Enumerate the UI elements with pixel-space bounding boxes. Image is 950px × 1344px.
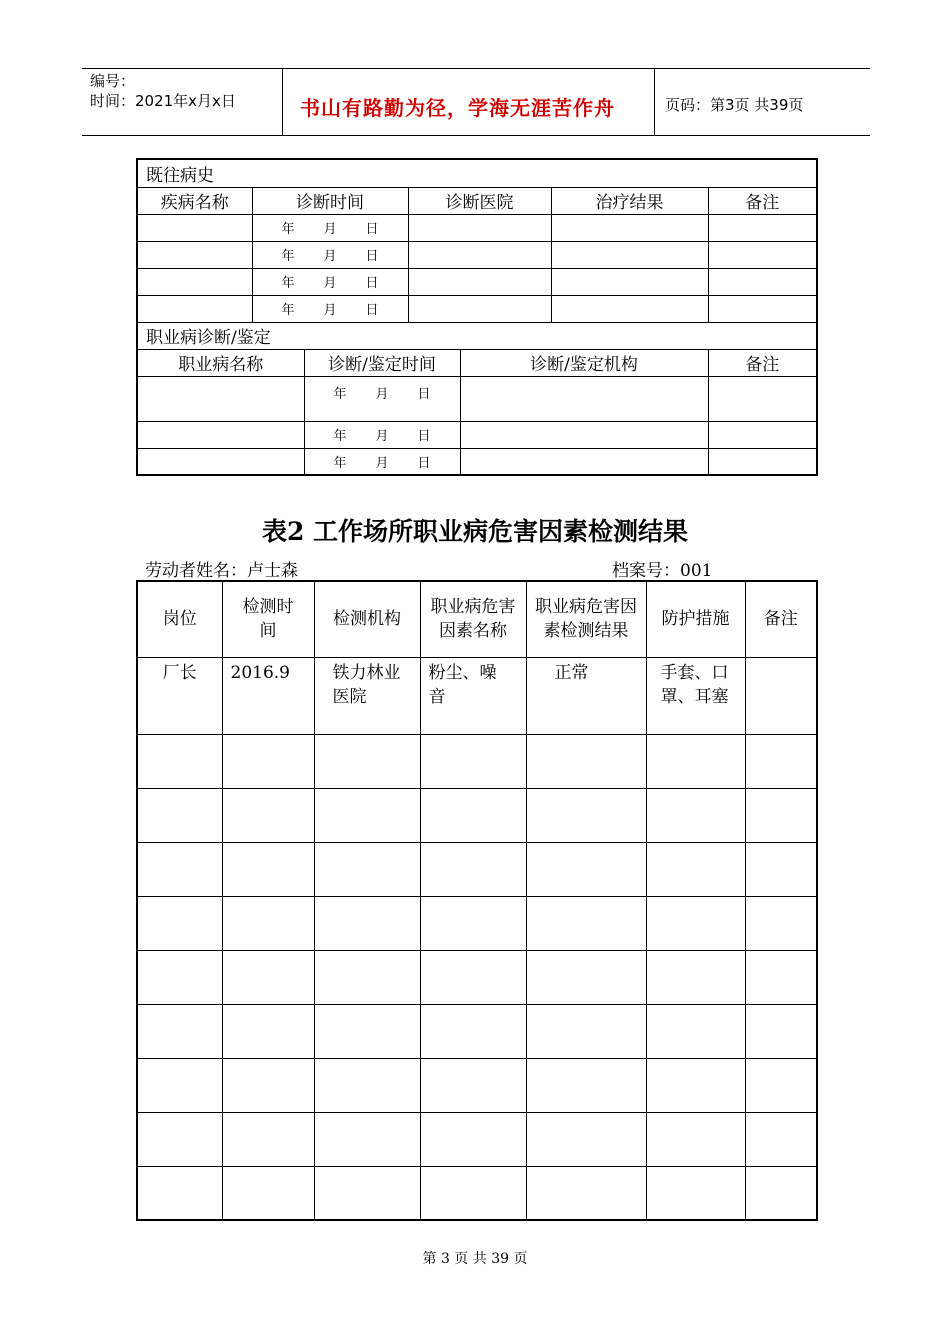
file-number: 档案号：001 <box>612 561 713 581</box>
col-header: 备注 <box>708 187 817 214</box>
doc-time-label: 时间：2021年x月x日 <box>90 92 236 110</box>
table-cell <box>460 448 708 475</box>
table-cell <box>420 1166 526 1220</box>
table-cell <box>646 1112 745 1166</box>
table-cell <box>314 734 420 788</box>
table-cell <box>646 950 745 1004</box>
col-header: 检测时间 <box>222 581 314 657</box>
table-cell <box>745 734 817 788</box>
table-cell <box>137 214 252 241</box>
table-cell <box>708 214 817 241</box>
col-header: 诊断/鉴定机构 <box>460 349 708 376</box>
table-cell <box>646 734 745 788</box>
table-cell: 铁力林业医院 <box>314 657 420 734</box>
table-cell <box>314 788 420 842</box>
table-cell <box>551 214 708 241</box>
table-cell <box>222 734 314 788</box>
table-cell <box>646 1004 745 1058</box>
table-cell <box>314 1166 420 1220</box>
table-cell <box>137 1004 222 1058</box>
col-header: 检测机构 <box>314 581 420 657</box>
table-cell <box>551 295 708 322</box>
table-cell <box>745 1058 817 1112</box>
date-cell: 年 月 日 <box>252 268 408 295</box>
table-cell <box>526 734 646 788</box>
table-cell <box>222 1166 314 1220</box>
table-cell <box>646 896 745 950</box>
table-cell: 粉尘、噪音 <box>420 657 526 734</box>
table-cell <box>137 1112 222 1166</box>
header-page-info: 页码：第3页 共39页 <box>665 96 804 114</box>
monitoring-table <box>136 580 818 1221</box>
table-cell <box>526 1058 646 1112</box>
table-cell <box>526 950 646 1004</box>
worker-name: 劳动者姓名：卢士森 <box>145 561 298 581</box>
table-cell <box>137 268 252 295</box>
occupational-title: 职业病诊断/鉴定 <box>137 322 817 349</box>
table-cell <box>646 842 745 896</box>
page-footer: 第 3 页 共 39 页 <box>422 1251 528 1267</box>
table-cell <box>408 214 551 241</box>
table-cell <box>708 421 817 448</box>
col-header: 岗位 <box>137 581 222 657</box>
table-cell <box>420 896 526 950</box>
date-cell: 年 月 日 <box>304 421 460 448</box>
table-cell <box>420 1112 526 1166</box>
table-cell <box>646 1058 745 1112</box>
table-cell <box>551 268 708 295</box>
header-bottom-rule <box>82 135 870 136</box>
col-header: 诊断时间 <box>252 187 408 214</box>
table-cell <box>708 295 817 322</box>
table-cell <box>137 448 304 475</box>
table-cell <box>745 788 817 842</box>
header-divider <box>282 68 283 136</box>
table-cell <box>420 1058 526 1112</box>
table-cell <box>408 241 551 268</box>
col-header: 诊断/鉴定时间 <box>304 349 460 376</box>
table-cell <box>222 842 314 896</box>
table-cell: 厂长 <box>137 657 222 734</box>
table2-title: 表2 工作场所职业病危害因素检测结果 <box>261 517 689 546</box>
table-cell <box>526 1112 646 1166</box>
table-cell <box>420 1004 526 1058</box>
table-cell <box>137 421 304 448</box>
doc-code-label: 编号： <box>90 72 136 90</box>
table-cell <box>745 1112 817 1166</box>
table-cell <box>420 788 526 842</box>
history-table <box>136 158 818 476</box>
col-header: 防护措施 <box>646 581 745 657</box>
table-cell <box>222 788 314 842</box>
table-cell <box>137 788 222 842</box>
table-cell <box>137 376 304 421</box>
col-header: 诊断医院 <box>408 187 551 214</box>
table-cell <box>137 1058 222 1112</box>
table-cell <box>137 295 252 322</box>
table-cell <box>314 1112 420 1166</box>
table-cell <box>526 1166 646 1220</box>
table-cell <box>745 1004 817 1058</box>
table-cell <box>314 1058 420 1112</box>
table-cell <box>222 1112 314 1166</box>
col-header: 职业病名称 <box>137 349 304 376</box>
table-cell: 手套、口罩、耳塞 <box>646 657 745 734</box>
table-cell <box>646 788 745 842</box>
table-cell <box>551 241 708 268</box>
table-cell <box>314 1004 420 1058</box>
table-cell <box>222 1004 314 1058</box>
table-cell <box>745 896 817 950</box>
table-cell <box>420 950 526 1004</box>
col-header: 治疗结果 <box>551 187 708 214</box>
table-cell <box>745 1166 817 1220</box>
table-cell <box>137 896 222 950</box>
table-cell <box>745 950 817 1004</box>
table-cell <box>420 734 526 788</box>
header-divider <box>654 68 655 136</box>
table-cell: 正常 <box>526 657 646 734</box>
table-cell <box>408 268 551 295</box>
table-cell <box>222 896 314 950</box>
table-cell <box>314 842 420 896</box>
table-cell <box>526 842 646 896</box>
date-cell: 年 月 日 <box>252 214 408 241</box>
table-cell <box>708 448 817 475</box>
table-cell <box>137 734 222 788</box>
table-cell <box>460 376 708 421</box>
table-cell <box>314 950 420 1004</box>
table-cell <box>526 1004 646 1058</box>
table-cell <box>708 241 817 268</box>
col-header: 职业病危害因素检测结果 <box>526 581 646 657</box>
table-cell <box>708 376 817 421</box>
table-cell <box>137 1166 222 1220</box>
table-cell <box>408 295 551 322</box>
col-header: 疾病名称 <box>137 187 252 214</box>
table-cell <box>745 657 817 734</box>
table-cell <box>137 950 222 1004</box>
col-header: 备注 <box>708 349 817 376</box>
table-cell <box>137 241 252 268</box>
header-motto: 书山有路勤为径，学海无涯苦作舟 <box>300 96 615 120</box>
table-cell <box>708 268 817 295</box>
header-top-rule <box>82 68 870 69</box>
table-cell <box>745 842 817 896</box>
table-cell <box>137 842 222 896</box>
table-cell <box>314 896 420 950</box>
col-header: 职业病危害因素名称 <box>420 581 526 657</box>
col-header: 备注 <box>745 581 817 657</box>
date-cell: 年 月 日 <box>252 295 408 322</box>
table-cell: 2016.9 <box>222 657 314 734</box>
past-history-title: 既往病史 <box>137 159 817 187</box>
table-cell <box>222 1058 314 1112</box>
table-cell <box>420 842 526 896</box>
table-cell <box>460 421 708 448</box>
table-cell <box>222 950 314 1004</box>
date-cell: 年 月 日 <box>252 241 408 268</box>
date-cell: 年 月 日 <box>304 448 460 475</box>
table-cell <box>526 788 646 842</box>
date-cell: 年 月 日 <box>304 376 460 421</box>
table-cell <box>526 896 646 950</box>
table-cell <box>646 1166 745 1220</box>
